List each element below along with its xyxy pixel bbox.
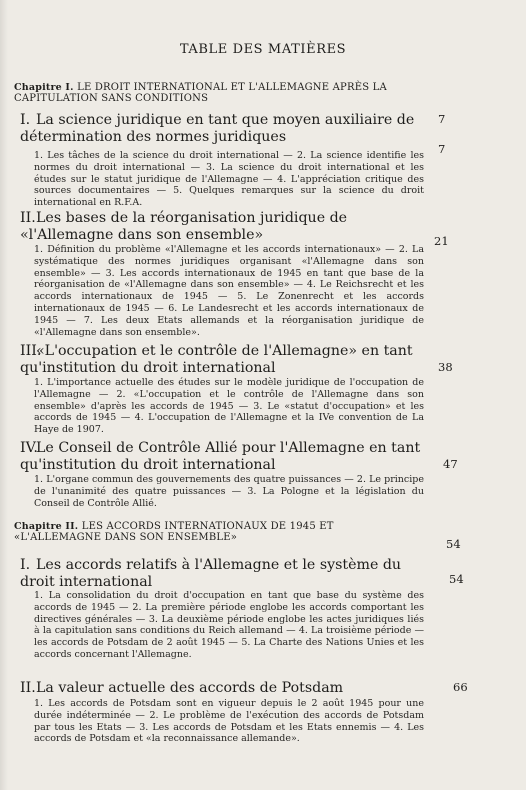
page-number: 54 bbox=[449, 572, 464, 586]
section-summary: 1. L'organe commun des gouvernements des quatre puissances — 2. Le principe de l'unanimité des quatre puissances — 3. La Pologne et la législation du Conseil de Contrôle Allié. bbox=[34, 474, 424, 509]
page-title: TABLE DES MATIÈRES bbox=[179, 42, 347, 57]
page-number: 66 bbox=[453, 680, 468, 694]
chapter-heading bbox=[14, 521, 414, 543]
chapter-title: LES ACCORDS INTERNATIONAUX DE 1945 ET «L'ALLEMAGNE DANS SON ENSEMBLE» bbox=[14, 521, 334, 543]
section-number: I. bbox=[20, 112, 31, 128]
section-summary: 1. Les accords de Potsdam sont en vigueur depuis le 2 août 1945 pour une durée indéterminée — 2. Le problème de l'exécution des accords de Potsdam par tous les Etats — 3. Les accords de Potsdam et les Etats ennemis — 4. Les accords de Potsdam et «la reconnaissance allemande». bbox=[34, 698, 424, 745]
page-number: 7 bbox=[438, 112, 446, 126]
section-title: La valeur actuelle des accords de Potsdam bbox=[36, 680, 344, 696]
page-number: 54 bbox=[446, 537, 461, 551]
page-number: 38 bbox=[438, 360, 453, 374]
section-heading bbox=[20, 343, 440, 377]
section-number: II. bbox=[20, 210, 36, 226]
page-number: 7 bbox=[438, 142, 446, 156]
page-number: 47 bbox=[443, 457, 458, 471]
chapter-title: LE DROIT INTERNATIONAL ET L'ALLEMAGNE APRÈS LA CAPITULATION SANS CONDITIONS bbox=[14, 82, 387, 104]
section-number: I. bbox=[20, 557, 31, 573]
section-title: Les accords relatifs à l'Allemagne et le système du droit international bbox=[20, 557, 402, 590]
page-edge-shadow bbox=[0, 0, 8, 790]
page-number: 21 bbox=[434, 234, 449, 248]
section-title: Les bases de la réorganisation juridique de «l'Allemagne dans son ensemble» bbox=[20, 210, 348, 243]
section-heading bbox=[20, 440, 440, 474]
section-summary: 1. L'importance actuelle des études sur le modèle juridique de l'occupation de l'Allemagne — 2. «L'occupation et le contrôle de l'Allemagne dans son ensemble» d'après les accords de 1945 — 3. Le «statut d'occupation» et les accords de 1945 — 4. L'occupation de l'Allemagne et la IVe convention de La Haye de 1907. bbox=[34, 377, 424, 436]
section-summary: 1. Définition du problème «l'Allemagne et les accords internationaux» — 2. La systématique des normes juridiques organisant «l'Allemagne dans son ensemble» — 3. Les accords internationaux de 1945 en tant que base de la réorganisation de «l'Allemagne dans son ensemble» — 4. Le Reichsrecht et les accords internationaux de 1945 — 5. Le Zonenrecht et les accords internationaux de 1945 — 6. Le Landesrecht et les accords internationaux de 1945 — 7. Les deux Etats allemands et la réorganisation juridique de «l'Allemagne dans son ensemble». bbox=[34, 244, 424, 338]
section-title: Le Conseil de Contrôle Allié pour l'Allemagne en tant qu'institution du droit international bbox=[20, 440, 421, 473]
section-number: II. bbox=[20, 680, 36, 696]
section-summary: 1. Les tâches de la science du droit international — 2. La science identifie les normes du droit international — 3. La science du droit international et les études sur le statut juridique de l'Allemagne — 4. L'appréciation critique des sources documentaires — 5. Quelques remarques sur la science du droit international en R.F.A. bbox=[34, 150, 424, 209]
chapter-label: Chapitre I. bbox=[14, 82, 74, 93]
section-title: La science juridique en tant que moyen auxiliaire de détermination des normes juridiques bbox=[20, 112, 415, 145]
chapter-label: Chapitre II. bbox=[14, 521, 79, 532]
section-number: IV. bbox=[20, 440, 38, 456]
section-summary: 1. La consolidation du droit d'occupation en tant que base du système des accords de 1945 — 2. La première période englobe les accords comportant les directives générales — 3. La deuxième période englobe les actes juridiques liés à la capitulation sans conditions du Reich allemand — 4. La troisième période — les accords de Potsdam de 2 août 1945 — 5. La Charte des Nations Unies et les accords concernant l'Allemagne. bbox=[34, 590, 424, 660]
section-heading bbox=[20, 557, 440, 591]
section-heading bbox=[20, 210, 440, 244]
section-title: «L'occupation et le contrôle de l'Allemagne» en tant qu'institution du droit international bbox=[20, 343, 413, 376]
section-heading bbox=[20, 680, 440, 697]
chapter-heading bbox=[14, 82, 414, 104]
section-number: III. bbox=[20, 343, 42, 359]
section-heading bbox=[20, 112, 440, 146]
